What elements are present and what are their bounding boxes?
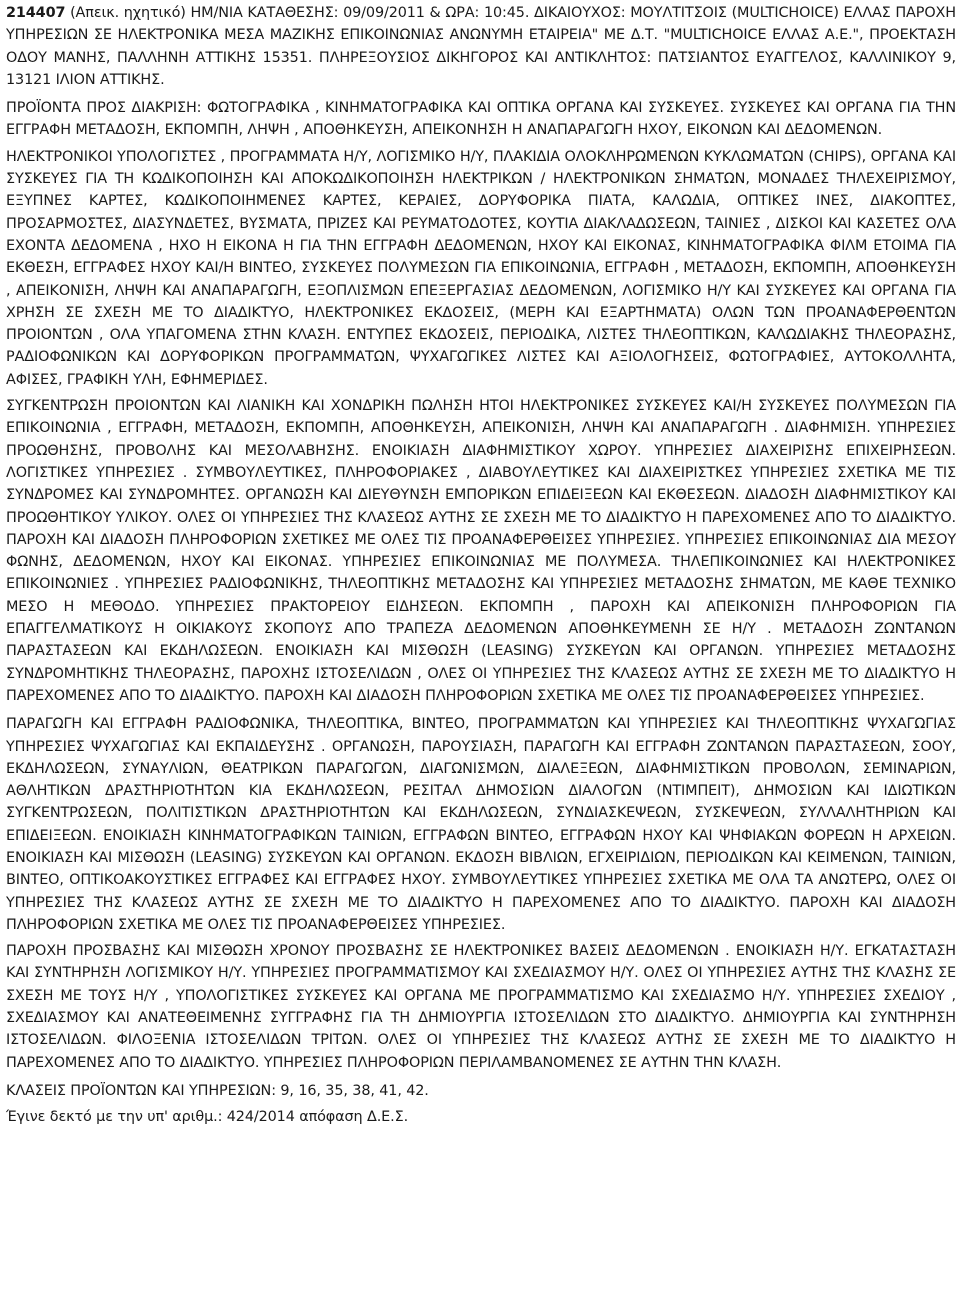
services-retail-paragraph: ΣΥΓΚΕΝΤΡΩΣΗ ΠΡΟΙΟΝΤΩΝ ΚΑΙ ΛΙΑΝΙΚΗ ΚΑΙ ΧΟΝΔΡΙΚΗ ΠΩΛΗΣΗ ΗΤΟΙ ΗΛΕΚΤΡΟΝΙΚΕΣ ΣΥΣΚΕΥΕΣ ΚΑΙ/Η ΣΥΣΚΕΥΕΣ ΠΟΛΥΜΕΣΩΝ ΓΙΑ ΕΠΙΚΟΙΝΩΝΙΑ , ΕΓΓΡΑΦΗ, ΜΕΤΑΔΟΣΗ, ΕΚΠΟΜΠΗ, ΑΠΟΘΗΚΕΥΣΗ, ΑΠΕΙΚΟΝΙΣΗ, ΛΗΨΗ ΚΑΙ ΑΝΑΠΑΡΑΓΩΓΗ . ΔΙΑΦΗΜΙΣΗ. ΥΠΗΡΕΣΙΕΣ ΠΡΟΩΘΗΣΗΣ, ΠΡΟΒΟΛΗΣ ΚΑΙ ΜΕΣΟΛΑΒΗΣΗΣ. ΕΝΟΙΚΙΑΣΗ ΔΙΑΦΗΜΙΣΤΙΚΟΥ ΧΩΡΟΥ. ΥΠΗΡΕΣΙΕΣ ΔΙΑΧΕΙΡΙΣΗΣ ΕΠΙΧΕΙΡΗΣΕΩΝ. ΛΟΓΙΣΤΙΚΕΣ ΥΠΗΡΕΣΙΕΣ . ΣΥΜΒΟΥΛΕΥΤΙΚΕΣ, ΠΛΗΡΟΦΟΡΙΑΚΕΣ , ΔΙΑΒΟΥΛΕΥΤΙΚΕΣ ΚΑΙ ΔΙΑΧΕΙΡΙΣΤΚΕΣ ΥΠΗΡΕΣΙΕΣ ΣΧΕΤΙΚΑ ΜΕ ΤΙΣ ΣΥΝΔΡΟΜΕΣ ΚΑΙ ΣΥΝΔΡΟΜΗΤΕΣ. ΟΡΓΑΝΩΣΗ ΚΑΙ ΔΙΕΥΘΥΝΣΗ ΕΜΠΟΡΙΚΩΝ ΕΠΙΔΕΙΞΕΩΝ ΚΑΙ ΕΚΘΕΣΕΩΝ. ΔΙΑΔΟΣΗ ΔΙΑΦΗΜΙΣΤΙΚΟΥ ΚΑΙ ΠΡΟΩΘΗΤΙΚΟΥ ΥΛΙΚΟΥ. ΟΛΕΣ ΟΙ ΥΠΗΡΕΣΙΕΣ ΤΗΣ ΚΛΑΣΕΩΣ ΑΥΤΗΣ ΣΕ ΣΧΕΣΗ ΜΕ ΤΟ ΔΙΑΔΙΚΤΥΟ Η ΠΑΡΕΧΟΜΕΝΕΣ ΑΠΟ ΤΟ ΔΙΑΔΙΚΤΥΟ. ΠΑΡΟΧΗ ΚΑΙ ΔΙΑΔΟΣΗ ΠΛΗΡΟΦΟΡΙΩΝ ΣΧΕΤΙΚΕΣ ΜΕ ΟΛΕΣ ΤΙΣ ΠΡΟΑΝΑΦΕΡΘΕΙΣΕΣ ΥΠΗΡΕΣΙΕΣ. ΥΠΗΡΕΣΙΕΣ ΕΠΙΚΟΙΝΩΝΙΑΣ ΔΙΑ ΜΕΣΟΥ ΦΩΝΗΣ, ΔΕΔΟΜΕΝΩΝ, ΗΧΟΥ ΚΑΙ ΕΙΚΟΝΑΣ. ΥΠΗΡΕΣΙΕΣ ΕΠΙΚΟΙΝΩΝΙΑΣ ΜΕ ΠΟΛΥΜΕΣΑ. ΤΗΛΕΠΙΚΟΙΝΩΝΙΕΣ ΚΑΙ ΗΛΕΚΤΡΟΝΙΚΕΣ ΕΠΙΚΟΙΝΩΝΙΕΣ . ΥΠΗΡΕΣΙΕΣ ΡΑΔΙΟΦΩΝΙΚΗΣ, ΤΗΛΕΟΠΤΙΚΗΣ ΜΕΤΑΔΟΣΗΣ ΚΑΙ ΥΠΗΡΕΣΙΕΣ ΜΕΤΑΔΟΣΗΣ ΣΗΜΑΤΩΝ, ΜΕ ΚΑΘΕ ΤΕΧΝΙΚΟ ΜΕΣΟ Η ΜΕΘΟΔΟ. ΥΠΗΡΕΣΙΕΣ ΠΡΑΚΤΟΡΕΙΟΥ ΕΙΔΗΣΕΩΝ. ΕΚΠΟΜΠΗ , ΠΑΡΟΧΗ ΚΑΙ ΑΠΕΙΚΟΝΙΣΗ ΠΛΗΡΟΦΟΡΙΩΝ ΓΙΑ ΕΠΑΓΓΕΛΜΑΤΙΚΟΥΣ Η ΟΙΚΙΑΚΟΥΣ ΣΚΟΠΟΥΣ ΑΠΟ ΤΡΑΠΕΖΑ ΔΕΔΟΜΕΝΩΝ ΑΠΟΘΗΚΕΥΜΕΝΗ ΣΕ Η/Υ . ΜΕΤΑΔΟΣΗ ΖΩΝΤΑΝΩΝ ΠΑΡΑΣΤΑΣΕΩΝ ΚΑΙ ΕΚΔΗΛΩΣΕΩΝ. ΕΝΟΙΚΙΑΣΗ ΚΑΙ ΜΙΣΘΩΣΗ (LEASING) ΣΥΣΚΕΥΩΝ ΚΑΙ ΟΡΓΑΝΩΝ. ΥΠΗΡΕΣΙΕΣ ΜΕΤΑΔΟΣΗΣ ΣΥΝΔΡΟΜΗΤΙΚΗΣ ΤΗΛΕΟΡΑΣΗΣ, ΠΑΡΟΧΗΣ ΙΣΤΟΣΕΛΙΔΩΝ , ΟΛΕΣ ΟΙ ΥΠΗΡΕΣΙΕΣ ΤΗΣ ΚΛΑΣΕΩΣ ΑΥΤΗΣ ΣΕ ΣΧΕΣΗ ΜΕ ΤΟ ΔΙΑΔΙΚΤΥΟ Η ΠΑΡΕΧΟΜΕΝΕΣ ΑΠΟ ΤΟ ΔΙΑΔΙΚΤΥΟ. ΠΑΡΟΧΗ ΚΑΙ ΔΙΑΔΟΣΗ ΠΛΗΡΟΦΟΡΙΩΝ ΣΧΕΤΙΚΑ ΜΕ ΟΛΕΣ ΤΙΣ ΠΡΟΑΝΑΦΕΡΘΕΙΣΕΣ ΥΠΗΡΕΣΙΕΣ.	[6, 398, 956, 704]
services-production-paragraph: ΠΑΡΑΓΩΓΗ ΚΑΙ ΕΓΓΡΑΦΗ ΡΑΔΙΟΦΩΝΙΚΑ, ΤΗΛΕΟΠΤΙΚΑ, ΒΙΝΤΕΟ, ΠΡΟΓΡΑΜΜΑΤΩΝ ΚΑΙ ΥΠΗΡΕΣΙΕΣ ΚΑΙ ΤΗΛΕΟΠΤΙΚΗΣ ΨΥΧΑΓΩΓΙΑΣ ΥΠΗΡΕΣΙΕΣ ΨΥΧΑΓΩΓΙΑΣ ΚΑΙ ΕΚΠΑΙΔΕΥΣΗΣ . ΟΡΓΑΝΩΣΗ, ΠΑΡΟΥΣΙΑΣΗ, ΠΑΡΑΓΩΓΗ ΚΑΙ ΕΓΓΡΑΦΗ ΖΩΝΤΑΝΩΝ ΠΑΡΑΣΤΑΣΕΩΝ, ΣΟΟΥ, ΕΚΔΗΛΩΣΕΩΝ, ΣΥΝΑΥΛΙΩΝ, ΘΕΑΤΡΙΚΩΝ ΠΑΡΑΓΩΓΩΝ, ΔΙΑΓΩΝΙΣΜΩΝ, ΔΙΑΛΕΞΕΩΝ, ΔΙΑΦΗΜΙΣΤΙΚΩΝ ΠΡΟΒΟΛΩΝ, ΣΕΜΙΝΑΡΙΩΝ, ΑΘΛΗΤΙΚΩΝ ΔΡΑΣΤΗΡΙΟΤΗΤΩΝ ΚΙΑ ΕΚΔΗΛΩΣΕΩΝ, ΡΕΣΙΤΑΛ ΔΗΜΟΣΙΩΝ ΔΙΑΛΟΓΩΝ (ΝΤΙΜΠΕΙΤ), ΔΗΜΟΣΙΩΝ ΚΑΙ ΙΔΙΩΤΙΚΩΝ ΣΥΓΚΕΝΤΡΩΣΕΩΝ, ΠΟΛΙΤΙΣΤΙΚΩΝ ΔΡΑΣΤΗΡΙΟΤΗΤΩΝ ΚΑΙ ΕΚΔΗΛΩΣΕΩΝ, ΣΥΝΔΙΑΣΚΕΨΕΩΝ, ΣΥΣΚΕΨΕΩΝ, ΣΥΛΛΑΛΗΤΗΡΙΩΝ ΚΑΙ ΕΠΙΔΕΙΞΕΩΝ. ΕΝΟΙΚΙΑΣΗ ΚΙΝΗΜΑΤΟΓΡΑΦΙΚΩΝ ΤΑΙΝΙΩΝ, ΕΓΓΡΑΦΩΝ ΒΙΝΤΕΟ, ΕΓΓΡΑΦΩΝ ΗΧΟΥ ΚΑΙ ΨΗΦΙΑΚΩΝ ΦΟΡΕΩΝ Η ΑΡΧΕΙΩΝ. ΕΝΟΙΚΙΑΣΗ ΚΑΙ ΜΙΣΘΩΣΗ (LEASING) ΣΥΣΚΕΥΩΝ ΚΑΙ ΟΡΓΑΝΩΝ. ΕΚΔΟΣΗ ΒΙΒΛΙΩΝ, ΕΓΧΕΙΡΙΔΙΩΝ, ΠΕΡΙΟΔΙΚΩΝ ΚΑΙ ΚΕΙΜΕΝΩΝ, ΤΑΙΝΙΩΝ, ΒΙΝΤΕΟ, ΟΠΤΙΚΟΑΚΟΥΣΤΙΚΕΣ ΕΓΓΡΑΦΕΣ ΚΑΙ ΕΓΓΡΑΦΕΣ ΗΧΟΥ. ΣΥΜΒΟΥΛΕΥΤΙΚΕΣ ΥΠΗΡΕΣΙΕΣ ΣΧΕΤΙΚΑ ΜΕ ΟΛΑ ΤΑ ΑΝΩΤΕΡΩ, ΟΛΕΣ ΟΙ ΥΠΗΡΕΣΙΕΣ ΤΗΣ ΚΛΑΣΕΩΣ ΑΥΤΗΣ ΣΕ ΣΧΕΣΗ ΜΕ ΤΟ ΔΙΑΔΙΚΤΥΟ Η ΠΑΡΕΧΟΜΕΝΕΣ ΑΠΟ ΤΟ ΔΙΑΔΙΚΤΥΟ. ΠΑΡΟΧΗ ΚΑΙ ΔΙΑΔΟΣΗ ΠΛΗΡΟΦΟΡΙΩΝ ΣΧΕΤΙΚΑ ΜΕ ΟΛΕΣ ΤΙΣ ΠΡΟΑΝΑΦΕΡΘΕΙΣΕΣ ΥΠΗΡΕΣΙΕΣ.	[6, 716, 956, 933]
acceptance-line: Έγινε δεκτό με την υπ' αριθμ.: 424/2014 απόφαση Δ.Ε.Σ.	[6, 1109, 409, 1126]
header-paragraph	[6, 2, 956, 91]
application-number: 214407	[6, 5, 66, 21]
services-software-paragraph: ΠΑΡΟΧΗ ΠΡΟΣΒΑΣΗΣ ΚΑΙ ΜΙΣΘΩΣΗ ΧΡΟΝΟΥ ΠΡΟΣΒΑΣΗΣ ΣΕ ΗΛΕΚΤΡΟΝΙΚΕΣ ΒΑΣΕΙΣ ΔΕΔΟΜΕΝΩΝ . ΕΝΟΙΚΙΑΣΗ Η/Υ. ΕΓΚΑΤΑΣΤΑΣΗ ΚΑΙ ΣΥΝΤΗΡΗΣΗ ΛΟΓΙΣΜΙΚΟΥ Η/Υ. ΥΠΗΡΕΣΙΕΣ ΠΡΟΓΡΑΜΜΑΤΙΣΜΟΥ ΚΑΙ ΣΧΕΔΙΑΣΜΟΥ Η/Υ. ΟΛΕΣ ΟΙ ΥΠΗΡΕΣΙΕΣ ΑΥΤΗΣ ΤΗΣ ΚΛΑΣΗΣ ΣΕ ΣΧΕΣΗ ΜΕ ΤΟΥΣ Η/Υ , ΥΠΟΛΟΓΙΣΤΙΚΕΣ ΣΥΣΚΕΥΕΣ ΚΑΙ ΟΡΓΑΝΑ ΜΕ ΠΡΟΓΡΑΜΜΑΤΙΣΜΟ ΚΑΙ ΣΧΕΔΙΑΣΜΟ Η/Υ. ΥΠΗΡΕΣΙΕΣ ΣΧΕΔΙΟΥ , ΣΧΕΔΙΑΣΜΟΥ ΚΑΙ ΑΝΑΤΕΘΕΙΜΕΝΗΣ ΣΥΓΓΡΑΦΗΣ ΓΙΑ ΤΗ ΔΗΜΙΟΥΡΓΙΑ ΙΣΤΟΣΕΛΙΔΩΝ ΣΤΟ ΔΙΑΔΙΚΤΥΟ. ΔΗΜΙΟΥΡΓΙΑ ΚΑΙ ΣΥΝΤΗΡΗΣΗ ΙΣΤΟΣΕΛΙΔΩΝ. ΦΙΛΟΞΕΝΙΑ ΙΣΤΟΣΕΛΙΔΩΝ ΤΡΙΤΩΝ. ΟΛΕΣ ΟΙ ΥΠΗΡΕΣΙΕΣ ΤΗΣ ΚΛΑΣΕΩΣ ΑΥΤΗΣ ΣΕ ΣΧΕΣΗ ΜΕ ΤΟ ΔΙΑΔΙΚΤΥΟ Η ΠΑΡΕΧΟΜΕΝΕΣ ΑΠΟ ΤΟ ΔΙΑΔΙΚΤΥΟ. ΥΠΗΡΕΣΙΕΣ ΠΛΗΡΟΦΟΡΙΩΝ ΠΕΡΙΛΑΜΒΑΝΟΜΕΝΕΣ ΣΕ ΑΥΤΗΝ ΤΗΝ ΚΛΑΣΗ.	[6, 943, 956, 1071]
products-electronics-paragraph: ΗΛΕΚΤΡΟΝΙΚΟΙ ΥΠΟΛΟΓΙΣΤΕΣ , ΠΡΟΓΡΑΜΜΑΤΑ Η/Υ, ΛΟΓΙΣΜΙΚΟ Η/Υ, ΠΛΑΚΙΔΙΑ ΟΛΟΚΛΗΡΩΜΕΝΩΝ ΚΥΚΛΩΜΑΤΩΝ (CHIPS), ΟΡΓΑΝΑ ΚΑΙ ΣΥΣΚΕΥΕΣ ΓΙΑ ΤΗ ΚΩΔΙΚΟΠΟΙΗΣΗ ΚΑΙ ΑΠΟΚΩΔΙΚΟΠΟΙΗΣΗ ΗΛΕΚΤΡΙΚΩΝ / ΗΛΕΚΤΡΟΝΙΚΩΝ ΣΗΜΑΤΩΝ, ΜΟΝΑΔΕΣ ΤΗΛΕΧΕΙΡΙΣΜΟΥ, ΕΞΥΠΝΕΣ ΚΑΡΤΕΣ, ΚΩΔΙΚΟΠΟΙΗΜΕΝΕΣ ΚΑΡΤΕΣ, ΚΕΡΑΙΕΣ, ΔΟΡΥΦΟΡΙΚΑ ΠΙΑΤΑ, ΚΑΛΩΔΙΑ, ΟΠΤΙΚΕΣ ΙΝΕΣ, ΔΙΑΚΟΠΤΕΣ, ΠΡΟΣΑΡΜΟΣΤΕΣ, ΔΙΑΣΥΝΔΕΤΕΣ, ΒΥΣΜΑΤΑ, ΠΡΙΖΕΣ ΚΑΙ ΡΕΥΜΑΤΟΔΟΤΕΣ, ΚΟΥΤΙΑ ΔΙΑΚΛΑΔΩΣΕΩΝ, ΤΑΙΝΙΕΣ , ΔΙΣΚΟΙ ΚΑΙ ΚΑΣΕΤΕΣ ΟΛΑ ΕΧΟΝΤΑ ΔΕΔΟΜΕΝΑ , ΗΧΟ Η ΕΙΚΟΝΑ Η ΓΙΑ ΤΗΝ ΕΓΓΡΑΦΗ ΔΕΔΟΜΕΝΩΝ, ΗΧΟΥ ΚΑΙ ΕΙΚΟΝΑΣ, ΚΙΝΗΜΑΤΟΓΡΑΦΙΚΑ ΦΙΛΜ ΕΤΟΙΜΑ ΓΙΑ ΕΚΘΕΣΗ, ΕΓΓΡΑΦΕΣ ΗΧΟΥ ΚΑΙ/Η ΒΙΝΤΕΟ, ΣΥΣΚΕΥΕΣ ΠΟΛΥΜΕΣΩΝ ΓΙΑ ΕΠΙΚΟΙΝΩΝΙΑ, ΕΓΓΡΑΦΗ , ΜΕΤΑΔΟΣΗ, ΕΚΠΟΜΠΗ, ΑΠΟΘΗΚΕΥΣΗ , ΑΠΕΙΚΟΝΙΣΗ, ΛΗΨΗ ΚΑΙ ΑΝΑΠΑΡΑΓΩΓΗ, ΕΞΟΠΛΙΣΜΩΝ ΕΠΕΞΕΡΓΑΣΙΑΣ ΔΕΔΟΜΕΝΩΝ, ΛΟΓΙΣΜΙΚΟ Η/Υ ΚΑΙ ΣΥΣΚΕΥΕΣ ΚΑΙ ΟΡΓΑΝΑ ΓΙΑ ΧΡΗΣΗ ΣΕ ΣΧΕΣΗ ΜΕ ΤΟ ΔΙΑΔΙΚΤΥΟ, ΗΛΕΚΤΡΟΝΙΚΕΣ ΕΚΔΟΣΕΙΣ, (ΜΕΡΗ ΚΑΙ ΕΞΑΡΤΗΜΑΤΑ) ΟΛΩΝ ΤΩΝ ΠΡΟΑΝΑΦΕΡΘΕΝΤΩΝ ΠΡΟΙΟΝΤΩΝ , ΟΛΑ ΥΠΑΓΟΜΕΝΑ ΣΤΗΝ ΚΛΑΣΗ. ΕΝΤΥΠΕΣ ΕΚΔΟΣΕΙΣ, ΠΕΡΙΟΔΙΚΑ, ΛΙΣΤΕΣ ΤΗΛΕΟΠΤΙΚΩΝ, ΚΑΛΩΔΙΑΚΗΣ ΤΗΛΕΟΡΑΣΗΣ, ΡΑΔΙΟΦΩΝΙΚΩΝ ΚΑΙ ΔΟΡΥΦΟΡΙΚΩΝ ΠΡΟΓΡΑΜΜΑΤΩΝ, ΨΥΧΑΓΩΓΙΚΕΣ ΛΙΣΤΕΣ ΚΑΙ ΑΞΙΟΛΟΓΗΣΕΙΣ, ΦΩΤΟΓΡΑΦΙΕΣ, ΑΥΤΟΚΟΛΛΗΤΑ, ΑΦΙΣΕΣ, ΓΡΑΦΙΚΗ ΥΛΗ, ΕΦΗΜΕΡΙΔΕΣ.	[6, 148, 956, 388]
classes-line: ΚΛΑΣΕΙΣ ΠΡΟΪΟΝΤΩΝ ΚΑΙ ΥΠΗΡΕΣΙΩΝ: 9, 16, 35, 38, 41, 42.	[6, 1082, 429, 1099]
header-text: (Απεικ. ηχητικό) ΗΜ/ΝΙΑ ΚΑΤΑΘΕΣΗΣ: 09/09/2011 & ΩΡΑ: 10:45. ΔΙΚΑΙΟΥΧΟΣ: ΜΟΥΛΤΙΤΣΟΙΣ (MULTICHOICE) ΕΛΛΑΣ ΠΑΡΟΧΗ ΥΠΗΡΕΣΙΩΝ ΣΕ ΗΛΕΚΤΡΟΝΙΚΑ ΜΕΣΑ ΜΑΖΙΚΗΣ ΕΠΙΚΟΙΝΩΝΙΑΣ ΑΝΩΝΥΜΗ ΕΤΑΙΡΕΙΑ" ΜΕ Δ.Τ. "MULTICHOICE ΕΛΛΑΣ Α.Ε.", ΠΡΟΕΚΤΑΣΗ ΟΔΟΥ ΜΑΝΗΣ, ΠΑΛΛΗΝΗ ΑΤΤΙΚΗΣ 15351. ΠΛΗΡΕΞΟΥΣΙΟΣ ΔΙΚΗΓΟΡΟΣ ΚΑΙ ΑΝΤΙΚΛΗΤΟΣ: ΠΑΤΣΙΑΝΤΟΣ ΕΥΑΓΓΕΛΟΣ, ΚΑΛΛΙΝΙΚΟΥ 9, 13121 ΙΛΙΟΝ ΑΤΤΙΚΗΣ.	[6, 5, 956, 88]
products-intro-paragraph: ΠΡΟΪΟΝΤΑ ΠΡΟΣ ΔΙΑΚΡΙΣΗ: ΦΩΤΟΓΡΑΦΙΚΑ , ΚΙΝΗΜΑΤΟΓΡΑΦΙΚΑ ΚΑΙ ΟΠΤΙΚΑ ΟΡΓΑΝΑ ΚΑΙ ΣΥΣΚΕΥΕΣ. ΣΥΣΚΕΥΕΣ ΚΑΙ ΟΡΓΑΝΑ ΓΙΑ ΤΗΝ ΕΓΓΡΑΦΗ ΜΕΤΑΔΟΣΗ, ΕΚΠΟΜΠΗ, ΛΗΨΗ , ΑΠΟΘΗΚΕΥΣΗ, ΑΠΕΙΚΟΝΗΣΗ Η ΑΝΑΠΑΡΑΓΩΓΗ ΗΧΟΥ, ΕΙΚΟΝΩΝ ΚΑΙ ΔΕΔΟΜΕΝΩΝ.	[6, 100, 956, 139]
trademark-document	[6, 2, 956, 1129]
